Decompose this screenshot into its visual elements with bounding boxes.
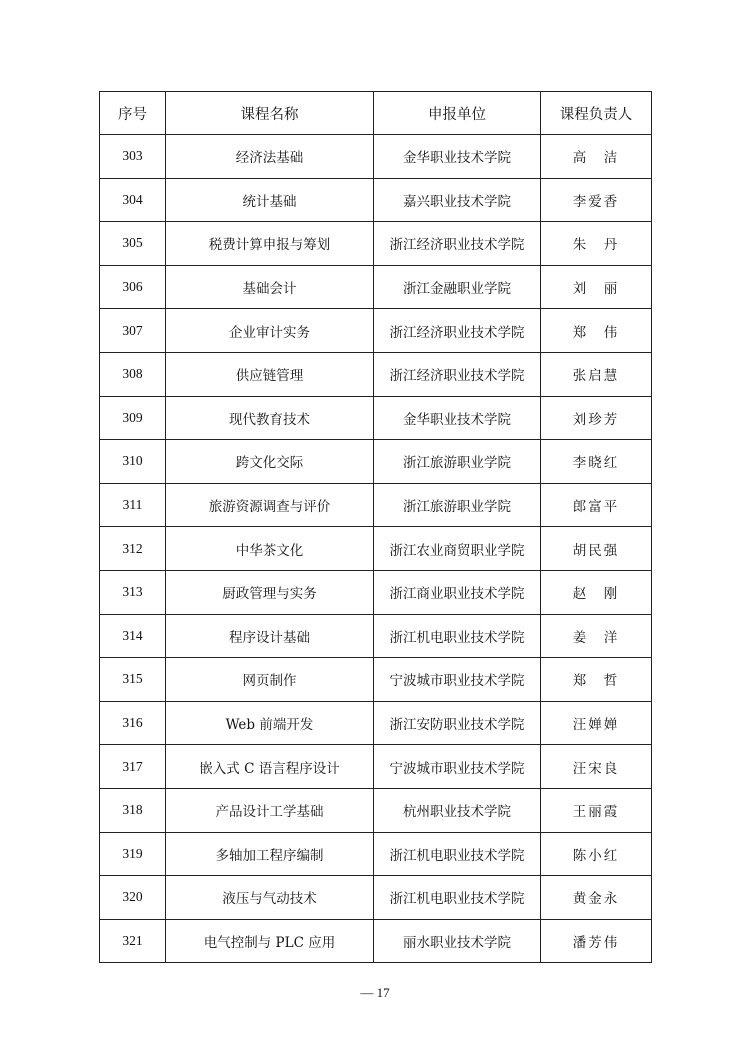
course-lead: 李晓红: [541, 440, 652, 484]
course-lead: 郑 伟: [541, 309, 652, 353]
course-name: 统计基础: [166, 178, 374, 222]
institution: 浙江经济职业技术学院: [374, 309, 541, 353]
course-lead: 郑 哲: [541, 658, 652, 702]
table-row: [100, 440, 652, 484]
table-row: [100, 178, 652, 222]
institution: 嘉兴职业技术学院: [374, 178, 541, 222]
institution: 浙江商业职业技术学院: [374, 570, 541, 614]
course-name: 程序设计基础: [166, 614, 374, 658]
institution: 浙江经济职业技术学院: [374, 352, 541, 396]
institution: 丽水职业技术学院: [374, 919, 541, 963]
row-index: 307: [100, 309, 166, 353]
institution: 浙江农业商贸职业学院: [374, 527, 541, 571]
course-lead: 刘 丽: [541, 265, 652, 309]
course-lead: 王丽霞: [541, 788, 652, 832]
row-index: 319: [100, 832, 166, 876]
institution: 宁波城市职业技术学院: [374, 745, 541, 789]
course-lead: 汪宋良: [541, 745, 652, 789]
institution: 浙江旅游职业学院: [374, 440, 541, 484]
institution: 金华职业技术学院: [374, 135, 541, 179]
course-name: 电气控制与 PLC 应用: [166, 919, 374, 963]
course-lead: 郎富平: [541, 483, 652, 527]
course-lead: 朱 丹: [541, 222, 652, 266]
course-name: Web 前端开发: [166, 701, 374, 745]
course-name: 多轴加工程序编制: [166, 832, 374, 876]
course-name: 产品设计工学基础: [166, 788, 374, 832]
table-row: [100, 265, 652, 309]
table-row: [100, 832, 652, 876]
institution: 杭州职业技术学院: [374, 788, 541, 832]
institution: 宁波城市职业技术学院: [374, 658, 541, 702]
table-row: [100, 876, 652, 920]
course-lead: 潘芳伟: [541, 919, 652, 963]
row-index: 315: [100, 658, 166, 702]
row-index: 321: [100, 919, 166, 963]
course-lead: 李爱香: [541, 178, 652, 222]
course-name: 嵌入式 C 语言程序设计: [166, 745, 374, 789]
row-index: 312: [100, 527, 166, 571]
row-index: 309: [100, 396, 166, 440]
institution: 浙江机电职业技术学院: [374, 832, 541, 876]
table-row: [100, 396, 652, 440]
table-row: [100, 352, 652, 396]
course-lead: 黄金永: [541, 876, 652, 920]
table-row: [100, 658, 652, 702]
row-index: 305: [100, 222, 166, 266]
course-name: 网页制作: [166, 658, 374, 702]
institution: 浙江机电职业技术学院: [374, 876, 541, 920]
row-index: 314: [100, 614, 166, 658]
institution: 浙江机电职业技术学院: [374, 614, 541, 658]
course-name: 旅游资源调查与评价: [166, 483, 374, 527]
table-row: [100, 570, 652, 614]
row-index: 313: [100, 570, 166, 614]
course-lead: 姜 洋: [541, 614, 652, 658]
table-body: [100, 135, 652, 963]
course-lead: 胡民强: [541, 527, 652, 571]
row-index: 316: [100, 701, 166, 745]
course-name: 现代教育技术: [166, 396, 374, 440]
row-index: 303: [100, 135, 166, 179]
course-table: [99, 91, 652, 963]
course-lead: 刘珍芳: [541, 396, 652, 440]
course-lead: 高 洁: [541, 135, 652, 179]
header-institution: 申报单位: [374, 92, 541, 135]
table-row: [100, 483, 652, 527]
course-name: 经济法基础: [166, 135, 374, 179]
course-lead: 赵 刚: [541, 570, 652, 614]
course-name: 基础会计: [166, 265, 374, 309]
row-index: 310: [100, 440, 166, 484]
row-index: 320: [100, 876, 166, 920]
table-row: [100, 614, 652, 658]
row-index: 311: [100, 483, 166, 527]
table-row: [100, 527, 652, 571]
institution: 浙江安防职业技术学院: [374, 701, 541, 745]
course-name: 中华茶文化: [166, 527, 374, 571]
table-row: [100, 745, 652, 789]
table-row: [100, 135, 652, 179]
table-row: [100, 222, 652, 266]
table-row: [100, 788, 652, 832]
row-index: 306: [100, 265, 166, 309]
institution: 浙江旅游职业学院: [374, 483, 541, 527]
course-lead: 陈小红: [541, 832, 652, 876]
page-number: — 17: [360, 985, 390, 1000]
header-index: 序号: [100, 92, 166, 135]
course-name: 跨文化交际: [166, 440, 374, 484]
course-name: 供应链管理: [166, 352, 374, 396]
table-row: [100, 309, 652, 353]
course-lead: 张启慧: [541, 352, 652, 396]
row-index: 304: [100, 178, 166, 222]
row-index: 317: [100, 745, 166, 789]
table-row: [100, 701, 652, 745]
course-name: 税费计算申报与筹划: [166, 222, 374, 266]
course-lead: 汪婵婵: [541, 701, 652, 745]
table-row: [100, 919, 652, 963]
header-course-lead: 课程负责人: [541, 92, 652, 135]
row-index: 308: [100, 352, 166, 396]
course-name: 液压与气动技术: [166, 876, 374, 920]
course-name: 厨政管理与实务: [166, 570, 374, 614]
institution: 浙江金融职业学院: [374, 265, 541, 309]
course-name: 企业审计实务: [166, 309, 374, 353]
institution: 金华职业技术学院: [374, 396, 541, 440]
institution: 浙江经济职业技术学院: [374, 222, 541, 266]
header-course-name: 课程名称: [166, 92, 374, 135]
row-index: 318: [100, 788, 166, 832]
table-header-row: [100, 92, 652, 135]
